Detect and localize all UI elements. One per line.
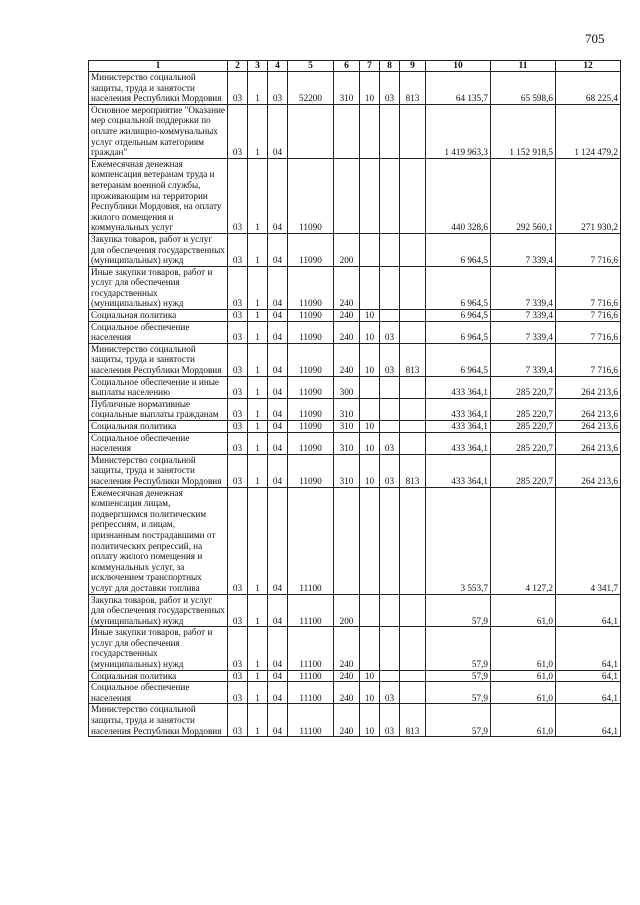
amount-col11-cell: 7 339,4 (491, 233, 556, 266)
row-name-cell: Иные закупки товаров, работ и услуг для обеспечения государственных (муниципальных) нужд (89, 627, 228, 670)
amount-col12-cell: 7 716,6 (556, 233, 621, 266)
code-col4-cell: 04 (268, 454, 288, 487)
code-col2-cell: 03 (228, 158, 248, 233)
amount-col12-cell: 264 213,6 (556, 398, 621, 420)
row-name-cell: Ежемесячная денежная компенсация ветеранам труда и ветеранам военной службы, проживающим на территории Республики Мордовия, на оплату жилого помещения и коммунальных услуг (89, 158, 228, 233)
code-col9-cell (400, 398, 426, 420)
code-col5-cell: 11100 (288, 594, 334, 627)
header-cell: 8 (380, 61, 400, 72)
code-col4-cell: 04 (268, 421, 288, 433)
table-row (89, 454, 621, 487)
code-col5-cell: 11090 (288, 233, 334, 266)
code-col4-cell: 04 (268, 233, 288, 266)
code-col5-cell: 11090 (288, 432, 334, 454)
code-col5-cell: 11090 (288, 376, 334, 398)
code-col8-cell (380, 376, 400, 398)
code-col9-cell (400, 266, 426, 309)
amount-col11-cell: 4 127,2 (491, 487, 556, 594)
code-col4-cell: 04 (268, 266, 288, 309)
amount-col11-cell: 285 220,7 (491, 376, 556, 398)
code-col2-cell: 03 (228, 398, 248, 420)
code-col6-cell: 310 (334, 454, 360, 487)
amount-col10-cell: 433 364,1 (426, 398, 491, 420)
code-col8-cell (380, 398, 400, 420)
amount-col12-cell: 4 341,7 (556, 487, 621, 594)
code-col9-cell (400, 376, 426, 398)
code-col3-cell: 1 (248, 343, 268, 376)
amount-col10-cell: 6 964,5 (426, 266, 491, 309)
code-col2-cell: 03 (228, 266, 248, 309)
code-col9-cell (400, 594, 426, 627)
code-col5-cell (288, 104, 334, 158)
code-col2-cell: 03 (228, 321, 248, 343)
amount-col12-cell: 64,1 (556, 682, 621, 704)
code-col4-cell: 04 (268, 343, 288, 376)
code-col2-cell: 03 (228, 594, 248, 627)
code-col5-cell: 11090 (288, 266, 334, 309)
code-col6-cell: 240 (334, 266, 360, 309)
code-col6-cell: 310 (334, 432, 360, 454)
table-row (89, 432, 621, 454)
amount-col12-cell: 64,1 (556, 627, 621, 670)
amount-col11-cell: 7 339,4 (491, 321, 556, 343)
amount-col10-cell: 433 364,1 (426, 454, 491, 487)
code-col5-cell: 11090 (288, 421, 334, 433)
row-name-cell: Социальное обеспечение населения (89, 321, 228, 343)
code-col4-cell: 04 (268, 158, 288, 233)
code-col3-cell: 1 (248, 398, 268, 420)
code-col6-cell: 240 (334, 310, 360, 322)
row-name-cell: Социальное обеспечение населения (89, 682, 228, 704)
code-col8-cell: 03 (380, 454, 400, 487)
code-col2-cell: 03 (228, 682, 248, 704)
table-row (89, 233, 621, 266)
amount-col10-cell: 6 964,5 (426, 310, 491, 322)
code-col8-cell (380, 594, 400, 627)
table-row (89, 627, 621, 670)
amount-col12-cell: 271 930,2 (556, 158, 621, 233)
code-col9-cell: 813 (400, 704, 426, 737)
row-name-cell: Публичные нормативные социальные выплаты гражданам (89, 398, 228, 420)
row-name-cell: Социальная политика (89, 670, 228, 682)
amount-col10-cell: 6 964,5 (426, 321, 491, 343)
code-col6-cell (334, 104, 360, 158)
amount-col11-cell: 61,0 (491, 594, 556, 627)
table-row (89, 398, 621, 420)
code-col6-cell: 300 (334, 376, 360, 398)
row-name-cell: Министерство социальной защиты, труда и занятости населения Республики Мордовия (89, 343, 228, 376)
code-col4-cell: 04 (268, 487, 288, 594)
amount-col11-cell: 285 220,7 (491, 432, 556, 454)
code-col7-cell: 10 (360, 670, 380, 682)
code-col3-cell: 1 (248, 158, 268, 233)
table-row (89, 104, 621, 158)
code-col7-cell (360, 398, 380, 420)
amount-col12-cell: 264 213,6 (556, 421, 621, 433)
code-col3-cell: 1 (248, 670, 268, 682)
code-col7-cell: 10 (360, 310, 380, 322)
amount-col10-cell: 57,9 (426, 627, 491, 670)
header-cell: 10 (426, 61, 491, 72)
table-row (89, 72, 621, 105)
code-col8-cell (380, 158, 400, 233)
amount-col10-cell: 57,9 (426, 682, 491, 704)
code-col7-cell: 10 (360, 454, 380, 487)
code-col3-cell: 1 (248, 432, 268, 454)
code-col5-cell: 11090 (288, 454, 334, 487)
code-col3-cell: 1 (248, 454, 268, 487)
amount-col10-cell: 3 553,7 (426, 487, 491, 594)
table-row (89, 310, 621, 322)
code-col6-cell (334, 487, 360, 594)
code-col2-cell: 03 (228, 104, 248, 158)
code-col7-cell (360, 266, 380, 309)
code-col9-cell (400, 158, 426, 233)
amount-col11-cell: 7 339,4 (491, 343, 556, 376)
amount-col10-cell: 64 135,7 (426, 72, 491, 105)
code-col8-cell (380, 104, 400, 158)
table-row (89, 421, 621, 433)
code-col3-cell: 1 (248, 627, 268, 670)
table-row (89, 594, 621, 627)
code-col8-cell: 03 (380, 72, 400, 105)
code-col2-cell: 03 (228, 704, 248, 737)
code-col9-cell (400, 682, 426, 704)
code-col2-cell: 03 (228, 421, 248, 433)
code-col3-cell: 1 (248, 310, 268, 322)
code-col6-cell: 240 (334, 682, 360, 704)
header-cell: 2 (228, 61, 248, 72)
header-cell: 7 (360, 61, 380, 72)
code-col4-cell: 04 (268, 704, 288, 737)
code-col9-cell (400, 670, 426, 682)
code-col8-cell: 03 (380, 432, 400, 454)
row-name-cell: Министерство социальной защиты, труда и занятости населения Республики Мордовия (89, 454, 228, 487)
amount-col12-cell: 64,1 (556, 670, 621, 682)
code-col6-cell: 200 (334, 594, 360, 627)
code-col9-cell: 813 (400, 454, 426, 487)
code-col6-cell: 200 (334, 233, 360, 266)
amount-col11-cell: 7 339,4 (491, 266, 556, 309)
row-name-cell: Закупка товаров, работ и услуг для обеспечения государственных (муниципальных) нужд (89, 233, 228, 266)
code-col8-cell (380, 310, 400, 322)
code-col6-cell (334, 158, 360, 233)
header-row (89, 61, 621, 72)
code-col3-cell: 1 (248, 104, 268, 158)
code-col8-cell (380, 487, 400, 594)
amount-col12-cell: 264 213,6 (556, 432, 621, 454)
code-col7-cell: 10 (360, 704, 380, 737)
amount-col11-cell: 1 152 918,5 (491, 104, 556, 158)
amount-col12-cell: 264 213,6 (556, 454, 621, 487)
code-col2-cell: 03 (228, 454, 248, 487)
code-col3-cell: 1 (248, 72, 268, 105)
header-cell: 9 (400, 61, 426, 72)
code-col5-cell: 11090 (288, 158, 334, 233)
code-col4-cell: 04 (268, 104, 288, 158)
header-cell: 3 (248, 61, 268, 72)
amount-col11-cell: 61,0 (491, 670, 556, 682)
amount-col11-cell: 285 220,7 (491, 454, 556, 487)
table-row (89, 704, 621, 737)
code-col9-cell: 813 (400, 72, 426, 105)
header-cell: 11 (491, 61, 556, 72)
code-col8-cell (380, 266, 400, 309)
code-col7-cell (360, 487, 380, 594)
code-col8-cell: 03 (380, 682, 400, 704)
amount-col11-cell: 7 339,4 (491, 310, 556, 322)
amount-col12-cell: 1 124 479,2 (556, 104, 621, 158)
header-cell: 4 (268, 61, 288, 72)
table-row (89, 266, 621, 309)
header-cell: 5 (288, 61, 334, 72)
code-col8-cell (380, 627, 400, 670)
amount-col10-cell: 6 964,5 (426, 343, 491, 376)
amount-col12-cell: 7 716,6 (556, 266, 621, 309)
code-col4-cell: 03 (268, 72, 288, 105)
code-col7-cell (360, 627, 380, 670)
amount-col11-cell: 292 560,1 (491, 158, 556, 233)
code-col7-cell (360, 158, 380, 233)
code-col4-cell: 04 (268, 594, 288, 627)
code-col8-cell: 03 (380, 321, 400, 343)
code-col4-cell: 04 (268, 627, 288, 670)
amount-col11-cell: 61,0 (491, 704, 556, 737)
table-row (89, 682, 621, 704)
code-col3-cell: 1 (248, 682, 268, 704)
code-col4-cell: 04 (268, 398, 288, 420)
code-col5-cell: 11100 (288, 682, 334, 704)
row-name-cell: Социальное обеспечение и иные выплаты населению (89, 376, 228, 398)
code-col7-cell (360, 233, 380, 266)
row-name-cell: Иные закупки товаров, работ и услуг для обеспечения государственных (муниципальных) нужд (89, 266, 228, 309)
code-col9-cell: 813 (400, 343, 426, 376)
amount-col10-cell: 433 364,1 (426, 376, 491, 398)
code-col7-cell (360, 594, 380, 627)
amount-col10-cell: 57,9 (426, 670, 491, 682)
amount-col10-cell: 433 364,1 (426, 432, 491, 454)
row-name-cell: Закупка товаров, работ и услуг для обеспечения государственных (муниципальных) нужд (89, 594, 228, 627)
code-col2-cell: 03 (228, 487, 248, 594)
code-col5-cell: 11090 (288, 321, 334, 343)
code-col9-cell (400, 233, 426, 266)
code-col3-cell: 1 (248, 376, 268, 398)
code-col9-cell (400, 104, 426, 158)
code-col7-cell (360, 104, 380, 158)
code-col2-cell: 03 (228, 72, 248, 105)
row-name-cell: Социальная политика (89, 310, 228, 322)
row-name-cell: Социальное обеспечение населения (89, 432, 228, 454)
header-cell: 12 (556, 61, 621, 72)
code-col8-cell (380, 421, 400, 433)
code-col5-cell: 11090 (288, 310, 334, 322)
code-col6-cell: 240 (334, 704, 360, 737)
code-col5-cell: 11090 (288, 343, 334, 376)
code-col5-cell: 11090 (288, 398, 334, 420)
amount-col12-cell: 64,1 (556, 594, 621, 627)
code-col9-cell (400, 487, 426, 594)
code-col6-cell: 240 (334, 670, 360, 682)
code-col5-cell: 11100 (288, 487, 334, 594)
code-col9-cell (400, 432, 426, 454)
code-col3-cell: 1 (248, 594, 268, 627)
amount-col11-cell: 65 598,6 (491, 72, 556, 105)
amount-col10-cell: 6 964,5 (426, 233, 491, 266)
code-col2-cell: 03 (228, 376, 248, 398)
code-col5-cell: 11100 (288, 704, 334, 737)
code-col9-cell (400, 627, 426, 670)
code-col3-cell: 1 (248, 421, 268, 433)
code-col4-cell: 04 (268, 670, 288, 682)
code-col2-cell: 03 (228, 343, 248, 376)
header-cell: 6 (334, 61, 360, 72)
code-col3-cell: 1 (248, 321, 268, 343)
row-name-cell: Ежемесячная денежная компенсация лицам, подвергшимся политическим репрессиям, и лицам, признанным пострадавшими от политических репрессий, на оплату жилого помещения и коммунальных услуг, за исключением транспортных услуг для доставки топлива (89, 487, 228, 594)
code-col2-cell: 03 (228, 670, 248, 682)
code-col3-cell: 1 (248, 266, 268, 309)
code-col6-cell: 240 (334, 343, 360, 376)
code-col7-cell: 10 (360, 682, 380, 704)
header-cell: 1 (89, 61, 228, 72)
table-row (89, 487, 621, 594)
row-name-cell: Министерство социальной защиты, труда и занятости населения Республики Мордовия (89, 704, 228, 737)
amount-col12-cell: 264 213,6 (556, 376, 621, 398)
amount-col11-cell: 61,0 (491, 627, 556, 670)
code-col2-cell: 03 (228, 432, 248, 454)
code-col4-cell: 04 (268, 321, 288, 343)
table-row (89, 343, 621, 376)
row-name-cell: Социальная политика (89, 421, 228, 433)
amount-col10-cell: 440 328,6 (426, 158, 491, 233)
code-col8-cell (380, 670, 400, 682)
code-col2-cell: 03 (228, 233, 248, 266)
code-col5-cell: 52200 (288, 72, 334, 105)
code-col7-cell: 10 (360, 421, 380, 433)
code-col7-cell: 10 (360, 343, 380, 376)
amount-col11-cell: 61,0 (491, 682, 556, 704)
code-col7-cell: 10 (360, 72, 380, 105)
code-col6-cell: 310 (334, 421, 360, 433)
code-col3-cell: 1 (248, 487, 268, 594)
code-col4-cell: 04 (268, 376, 288, 398)
code-col6-cell: 310 (334, 398, 360, 420)
code-col7-cell: 10 (360, 321, 380, 343)
amount-col12-cell: 7 716,6 (556, 321, 621, 343)
code-col6-cell: 240 (334, 321, 360, 343)
amount-col12-cell: 64,1 (556, 704, 621, 737)
amount-col11-cell: 285 220,7 (491, 421, 556, 433)
row-name-cell: Министерство социальной защиты, труда и занятости населения Республики Мордовия (89, 72, 228, 105)
code-col2-cell: 03 (228, 310, 248, 322)
code-col3-cell: 1 (248, 233, 268, 266)
table-row (89, 321, 621, 343)
code-col5-cell: 11100 (288, 670, 334, 682)
code-col7-cell (360, 376, 380, 398)
code-col4-cell: 04 (268, 432, 288, 454)
code-col9-cell (400, 421, 426, 433)
amount-col10-cell: 57,9 (426, 594, 491, 627)
amount-col10-cell: 57,9 (426, 704, 491, 737)
page-number: 705 (585, 31, 605, 46)
code-col8-cell: 03 (380, 343, 400, 376)
amount-col12-cell: 7 716,6 (556, 310, 621, 322)
code-col9-cell (400, 321, 426, 343)
row-name-cell: Основное мероприятие "Оказание мер социальной поддержки по оплате жилищно-коммунальных услуг отдельным категориям граждан" (89, 104, 228, 158)
code-col9-cell (400, 310, 426, 322)
budget-table (88, 60, 621, 737)
code-col5-cell: 11100 (288, 627, 334, 670)
table-row (89, 670, 621, 682)
amount-col10-cell: 433 364,1 (426, 421, 491, 433)
code-col6-cell: 310 (334, 72, 360, 105)
code-col2-cell: 03 (228, 627, 248, 670)
code-col4-cell: 04 (268, 310, 288, 322)
code-col8-cell (380, 233, 400, 266)
amount-col12-cell: 7 716,6 (556, 343, 621, 376)
code-col3-cell: 1 (248, 704, 268, 737)
table-row (89, 158, 621, 233)
code-col8-cell: 03 (380, 704, 400, 737)
code-col6-cell: 240 (334, 627, 360, 670)
amount-col10-cell: 1 419 963,3 (426, 104, 491, 158)
table-row (89, 376, 621, 398)
code-col7-cell: 10 (360, 432, 380, 454)
amount-col11-cell: 285 220,7 (491, 398, 556, 420)
code-col4-cell: 04 (268, 682, 288, 704)
amount-col12-cell: 68 225,4 (556, 72, 621, 105)
